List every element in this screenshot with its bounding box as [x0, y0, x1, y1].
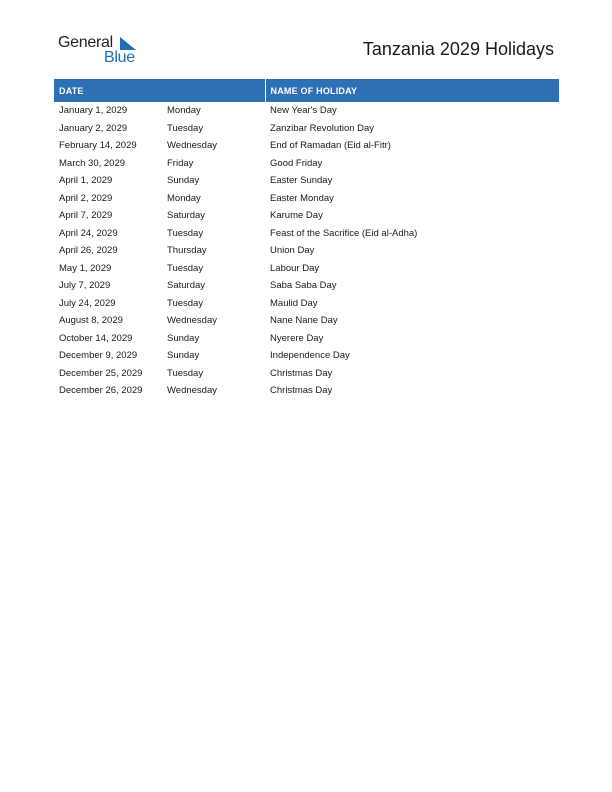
holiday-date: April 2, 2029	[59, 192, 113, 204]
holiday-date: January 2, 2029	[59, 122, 128, 134]
table-row	[54, 365, 559, 383]
holiday-name: Zanzibar Revolution Day	[270, 122, 375, 134]
holiday-weekday: Wednesday	[167, 385, 217, 397]
holiday-weekday: Saturday	[167, 280, 206, 292]
table-row	[54, 242, 559, 260]
holiday-date: December 9, 2029	[59, 350, 138, 362]
table-row	[54, 155, 559, 173]
table-row	[54, 330, 559, 348]
holiday-rows	[54, 102, 559, 400]
table-row	[54, 312, 559, 330]
holiday-name: Easter Sunday	[270, 175, 333, 187]
holiday-name: Nyerere Day	[270, 332, 324, 344]
holiday-name: Nane Nane Day	[270, 315, 338, 327]
holiday-weekday: Monday	[167, 192, 201, 204]
holiday-date: December 25, 2029	[59, 367, 143, 379]
holiday-name: Christmas Day	[270, 367, 333, 379]
table-row	[54, 277, 559, 295]
holiday-name: Independence Day	[270, 350, 350, 362]
holiday-date: July 24, 2029	[59, 297, 116, 309]
holiday-date: January 1, 2029	[59, 105, 128, 117]
holiday-name: Union Day	[270, 245, 315, 257]
holiday-weekday: Thursday	[167, 245, 207, 257]
holiday-name: Easter Monday	[270, 192, 334, 204]
holiday-weekday: Wednesday	[167, 315, 217, 327]
table-row	[54, 207, 559, 225]
holiday-weekday: Sunday	[167, 332, 200, 344]
holiday-date: April 1, 2029	[59, 175, 113, 187]
holiday-date: March 30, 2029	[59, 157, 126, 169]
table-header-row	[54, 79, 559, 102]
table-row	[54, 120, 559, 138]
holiday-weekday: Saturday	[167, 210, 206, 222]
holiday-date: April 26, 2029	[59, 245, 118, 257]
holiday-name: Karume Day	[270, 210, 323, 222]
holiday-weekday: Tuesday	[167, 122, 204, 134]
holiday-weekday: Friday	[167, 157, 194, 169]
table-row	[54, 102, 559, 120]
holiday-date: April 7, 2029	[59, 210, 113, 222]
holiday-date: October 14, 2029	[59, 332, 133, 344]
holiday-name: Maulid Day	[270, 297, 318, 309]
holiday-weekday: Tuesday	[167, 297, 204, 309]
table-row	[54, 347, 559, 365]
holiday-date: April 24, 2029	[59, 227, 118, 239]
holiday-name: New Year's Day	[270, 105, 337, 117]
generalblue-logo	[58, 34, 148, 68]
holiday-name: Christmas Day	[270, 385, 333, 397]
holiday-name: End of Ramadan (Eid al-Fitr)	[270, 140, 391, 152]
holiday-name: Feast of the Sacrifice (Eid al-Adha)	[270, 227, 418, 239]
holiday-weekday: Sunday	[167, 175, 200, 187]
holiday-weekday: Monday	[167, 105, 201, 117]
table-row	[54, 137, 559, 155]
holiday-name: Labour Day	[270, 262, 320, 274]
holiday-weekday: Tuesday	[167, 262, 204, 274]
table-row	[54, 382, 559, 400]
holiday-date: December 26, 2029	[59, 385, 143, 397]
holiday-date: May 1, 2029	[59, 262, 112, 274]
header-holiday-name: NAME OF HOLIDAY	[265, 79, 559, 102]
holiday-table	[54, 79, 559, 400]
holiday-weekday: Wednesday	[167, 140, 217, 152]
holiday-date: February 14, 2029	[59, 140, 137, 152]
holiday-name: Good Friday	[270, 157, 323, 169]
table-row	[54, 225, 559, 243]
holiday-weekday: Tuesday	[167, 367, 204, 379]
holiday-date: July 7, 2029	[59, 280, 111, 292]
table-row	[54, 190, 559, 208]
holiday-weekday: Sunday	[167, 350, 200, 362]
logo-word-general: General	[58, 34, 113, 51]
holiday-name: Saba Saba Day	[270, 280, 337, 292]
logo-word-blue: Blue	[104, 49, 135, 66]
page-title: Tanzania 2029 Holidays	[362, 39, 554, 59]
header-date: DATE	[54, 79, 265, 102]
table-row	[54, 295, 559, 313]
table-row	[54, 260, 559, 278]
table-row	[54, 172, 559, 190]
holiday-date: August 8, 2029	[59, 315, 123, 327]
holiday-weekday: Tuesday	[167, 227, 204, 239]
